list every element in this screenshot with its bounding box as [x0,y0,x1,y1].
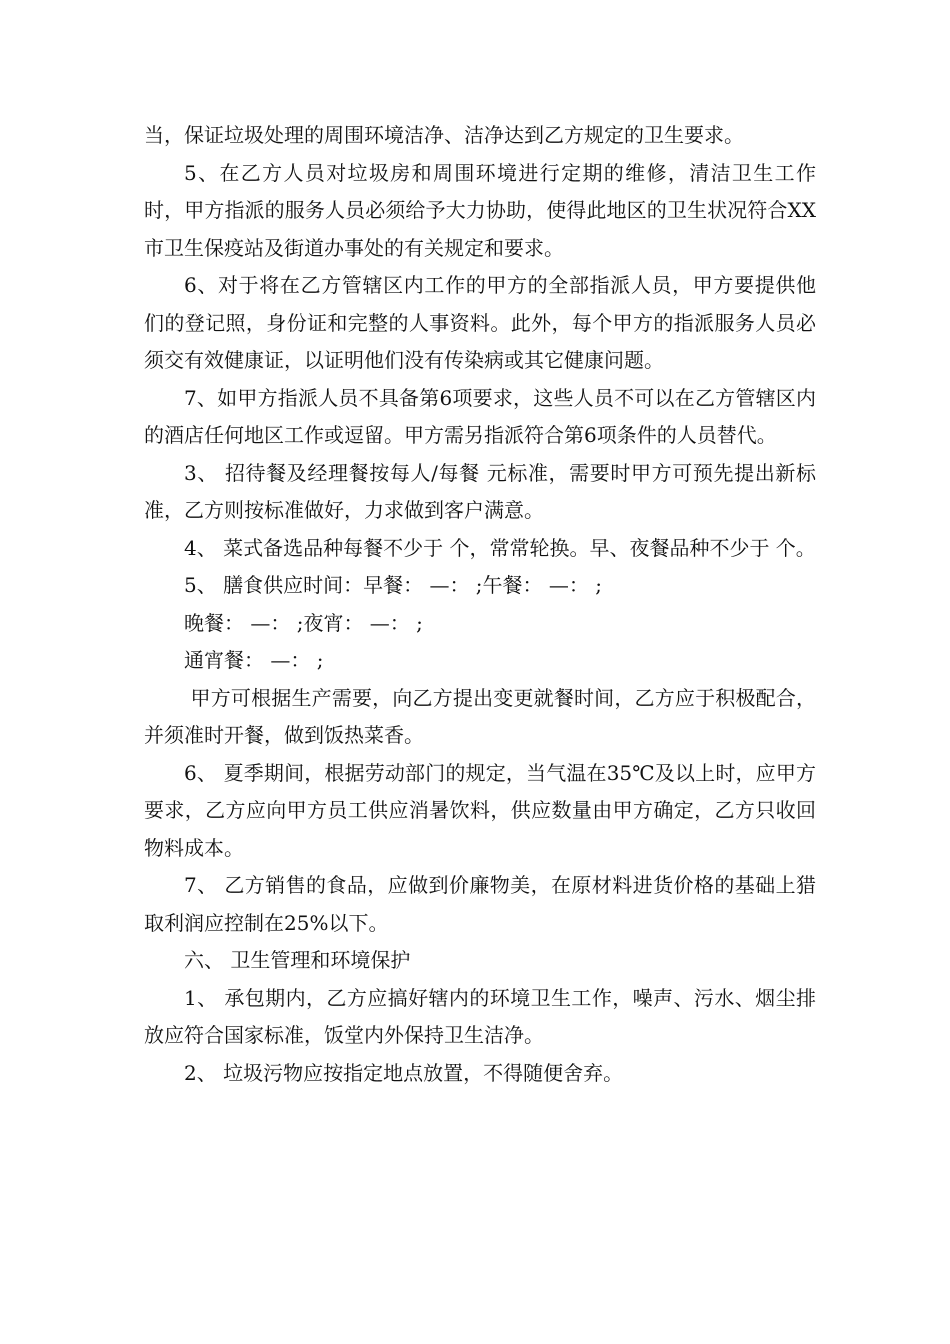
paragraph-clause-3-meal-standard: 3、 招待餐及经理餐按每人/每餐 元标准，需要时甲方可预先提出新标准，乙方则按标准做好，力求做到客户满意。 [144,460,816,522]
paragraph-dinner-times: 晚餐： —： ;夜宵： —： ; [184,610,423,635]
paragraph-clause-7-food-pricing: 7、 乙方销售的食品，应做到价廉物美，在原材料进货价格的基础上猎取利润应控制在25%以下。 [144,873,816,935]
paragraph-continuation: 当，保证垃圾处理的周围环境洁净、洁净达到乙方规定的卫生要求。 [144,123,744,147]
paragraph-clause-7-personnel-replacement: 7、如甲方指派人员不具备第6项要求，这些人员不可以在乙方管辖区内的酒店任何地区工作或逗留。甲方需另指派符合第6项条件的人员替代。 [144,385,816,447]
paragraph-clause-6-personnel-documents: 6、对于将在乙方管辖区内工作的甲方的全部指派人员，甲方要提供他们的登记照，身份证和完整的人事资料。此外，每个甲方的指派服务人员必须交有效健康证，以证明他们没有传染病或其它健康问题。 [144,273,816,372]
paragraph-clause-5-meal-times: 5、 膳食供应时间：早餐： —： ;午餐： —： ; [184,573,602,597]
paragraph-clause-2-waste: 2、 垃圾污物应按指定地点放置，不得随便舍弃。 [184,1060,624,1085]
paragraph-clause-6-summer-drinks: 6、 夏季期间，根据劳动部门的规定，当气温在35℃及以上时，应甲方要求，乙方应向甲方员工供应消暑饮料，供应数量由甲方确定，乙方只收回物料成本。 [144,760,816,860]
paragraph-clause-5-maintenance: 5、在乙方人员对垃圾房和周围环境进行定期的维修，清洁卫生工作时，甲方指派的服务人员必须给予大力协助，使得此地区的卫生状况符合XX市卫生保疫站及街道办事处的有关规定和要求。 [144,160,816,260]
paragraph-clause-4-menu-variety: 4、 菜式备选品种每餐不少于 个，常常轮换。早、夜餐品种不少于 个。 [184,535,816,560]
paragraph-clause-1-environment: 1、 承包期内，乙方应搞好辖内的环境卫生工作，噪声、污水、烟尘排放应符合国家标准，饭堂内外保持卫生洁净。 [144,985,816,1047]
document-body [144,117,816,1092]
section-heading-hygiene: 六、 卫生管理和环境保护 [184,948,411,972]
paragraph-overnight-times: 通宵餐： —： ; [184,648,324,672]
paragraph-meal-time-change: 甲方可根据生产需要，向乙方提出变更就餐时间，乙方应于积极配合，并须准时开餐，做到饭热菜香。 [144,685,817,747]
